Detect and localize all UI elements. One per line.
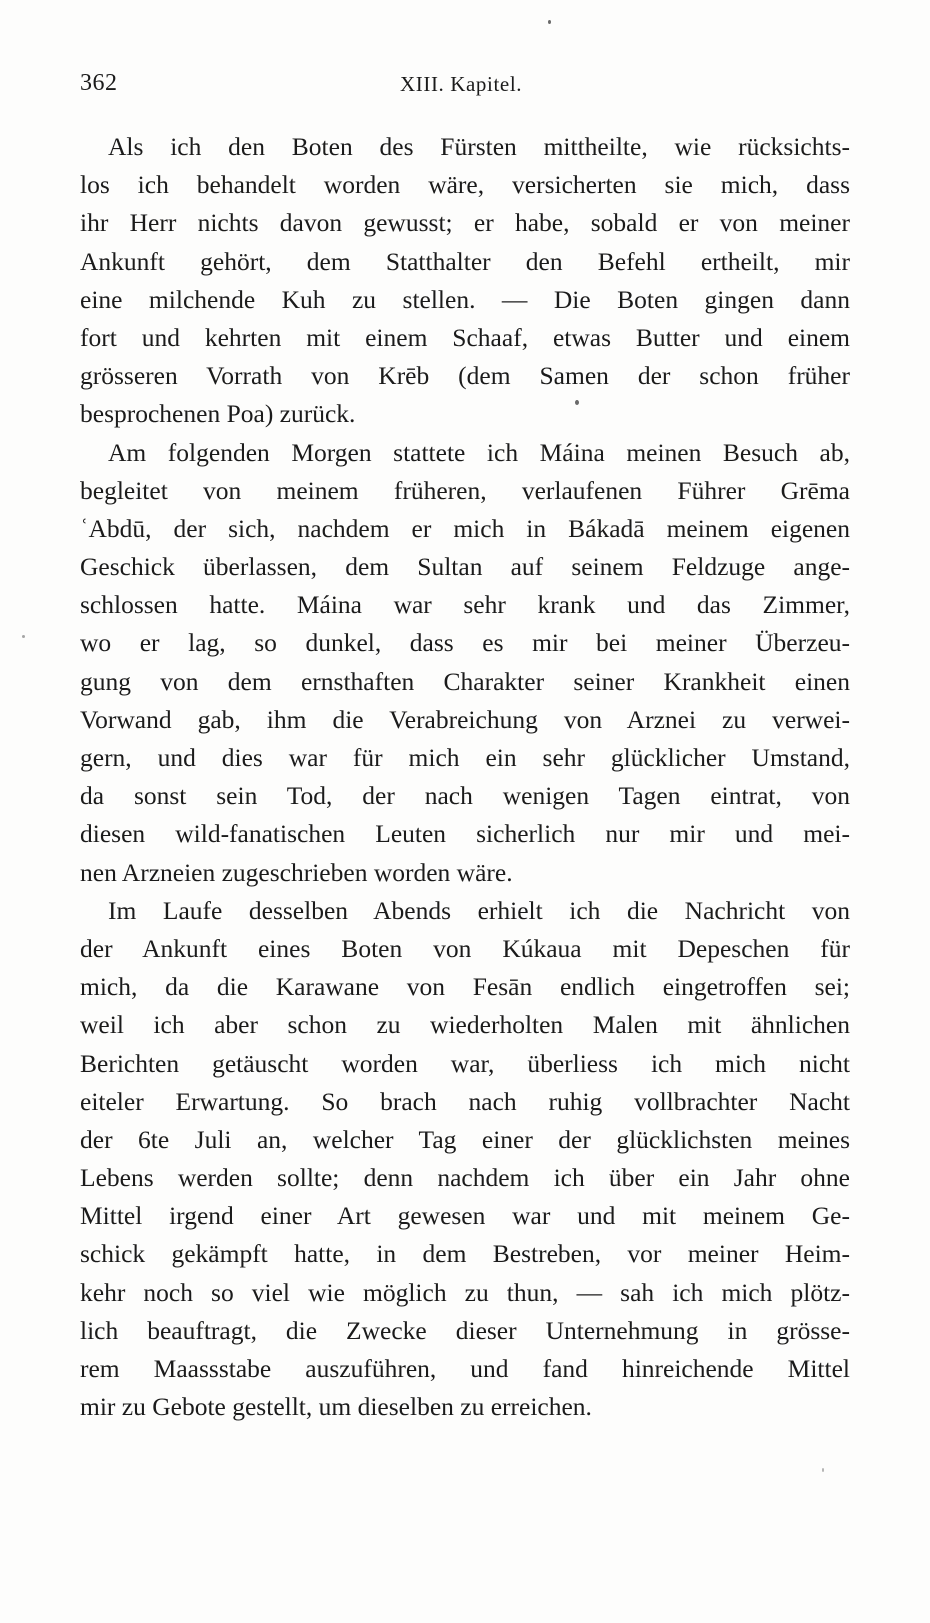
scan-speck xyxy=(575,400,579,405)
text-line: gern, und dies war für mich ein sehr glücklicher Umstand, xyxy=(80,743,850,772)
text-line: schlossen hatte. Máina war sehr krank und das Zimmer, xyxy=(80,590,850,620)
text-line: Mittel irgend einer Art gewesen war und mit meinem Ge- xyxy=(80,1201,850,1231)
text-line: rem Maassstabe auszuführen, und fand hinreichende Mittel xyxy=(80,1354,850,1383)
text-line: begleitet von meinem früheren, verlaufenen Führer Grēma xyxy=(80,475,850,505)
text-line: eine milchende Kuh zu stellen. — Die Boten gingen dann xyxy=(80,284,850,314)
running-head: XIII. Kapitel. xyxy=(400,72,523,96)
text-line: fort und kehrten mit einem Schaaf, etwas Butter und einem xyxy=(80,322,850,352)
text-line: da sonst sein Tod, der nach wenigen Tagen eintrat, von xyxy=(80,781,850,811)
text-line: Ankunft gehört, dem Statthalter den Befehl ertheilt, mir xyxy=(80,246,850,276)
text-line: los ich behandelt worden wäre, versicherten sie mich, dass xyxy=(80,170,850,200)
text-line: Berichten getäuscht worden war, überliess ich mich nicht xyxy=(80,1048,850,1078)
text-line: Als ich den Boten des Fürsten mittheilte, wie rücksichts- xyxy=(108,132,850,161)
page-number: 362 xyxy=(80,70,118,96)
text-line: wo er lag, so dunkel, dass es mir bei meiner Überzeu- xyxy=(80,628,850,658)
text-line: kehr noch so viel wie möglich zu thun, — sah ich mich plötz- xyxy=(80,1277,850,1307)
text-line: Im Laufe desselben Abends erhielt ich die Nachricht von xyxy=(108,895,850,925)
scan-speck xyxy=(22,635,25,638)
text-line: der 6te Juli an, welcher Tag einer der glücklichsten meines xyxy=(80,1124,850,1154)
text-line: mich, da die Karawane von Fesān endlich eingetroffen sei; xyxy=(80,972,850,1002)
text-line: gung von dem ernsthaften Charakter seiner Krankheit einen xyxy=(80,666,850,696)
text-line: ʿAbdū, der sich, nachdem er mich in Bákadā meinem eigenen xyxy=(80,513,850,543)
text-line: nen Arzneien zugeschrieben worden wäre. xyxy=(80,857,513,887)
paragraph-1 xyxy=(80,128,850,434)
paragraph-2 xyxy=(80,434,850,892)
text-line: besprochenen Poa) zurück. xyxy=(80,399,356,429)
text-line: Lebens werden sollte; denn nachdem ich über ein Jahr ohne xyxy=(80,1163,850,1193)
text-line: schick gekämpft hatte, in dem Bestreben, vor meiner Heim- xyxy=(80,1239,850,1269)
text-line: grösseren Vorrath von Krēb (dem Samen der schon früher xyxy=(80,361,850,391)
text-line: lich beauftragt, die Zwecke dieser Unternehmung in grösse- xyxy=(80,1315,850,1345)
text-line: weil ich aber schon zu wiederholten Malen mit ähnlichen xyxy=(80,1010,850,1040)
text-line: Geschick überlassen, dem Sultan auf seinem Feldzuge ange- xyxy=(80,552,850,582)
scan-speck xyxy=(822,1468,824,1472)
text-line: mir zu Gebote gestellt, um dieselben zu erreichen. xyxy=(80,1392,592,1422)
text-line: ihr Herr nichts davon gewusst; er habe, sobald er von meiner xyxy=(80,208,850,238)
text-line: Am folgenden Morgen stattete ich Máina meinen Besuch ab, xyxy=(108,437,850,467)
text-line: diesen wild-fanatischen Leuten sicherlich nur mir und mei- xyxy=(80,819,850,849)
paragraph-3 xyxy=(80,892,850,1427)
scan-speck xyxy=(548,20,551,24)
text-line: eiteler Erwartung. So brach nach ruhig vollbrachter Nacht xyxy=(80,1086,850,1116)
text-line: der Ankunft eines Boten von Kúkaua mit Depeschen für xyxy=(80,933,850,963)
body-text xyxy=(80,128,850,1426)
page-header xyxy=(80,70,850,104)
text-line: Vorwand gab, ihm die Verabreichung von Arznei zu verwei- xyxy=(80,704,850,734)
